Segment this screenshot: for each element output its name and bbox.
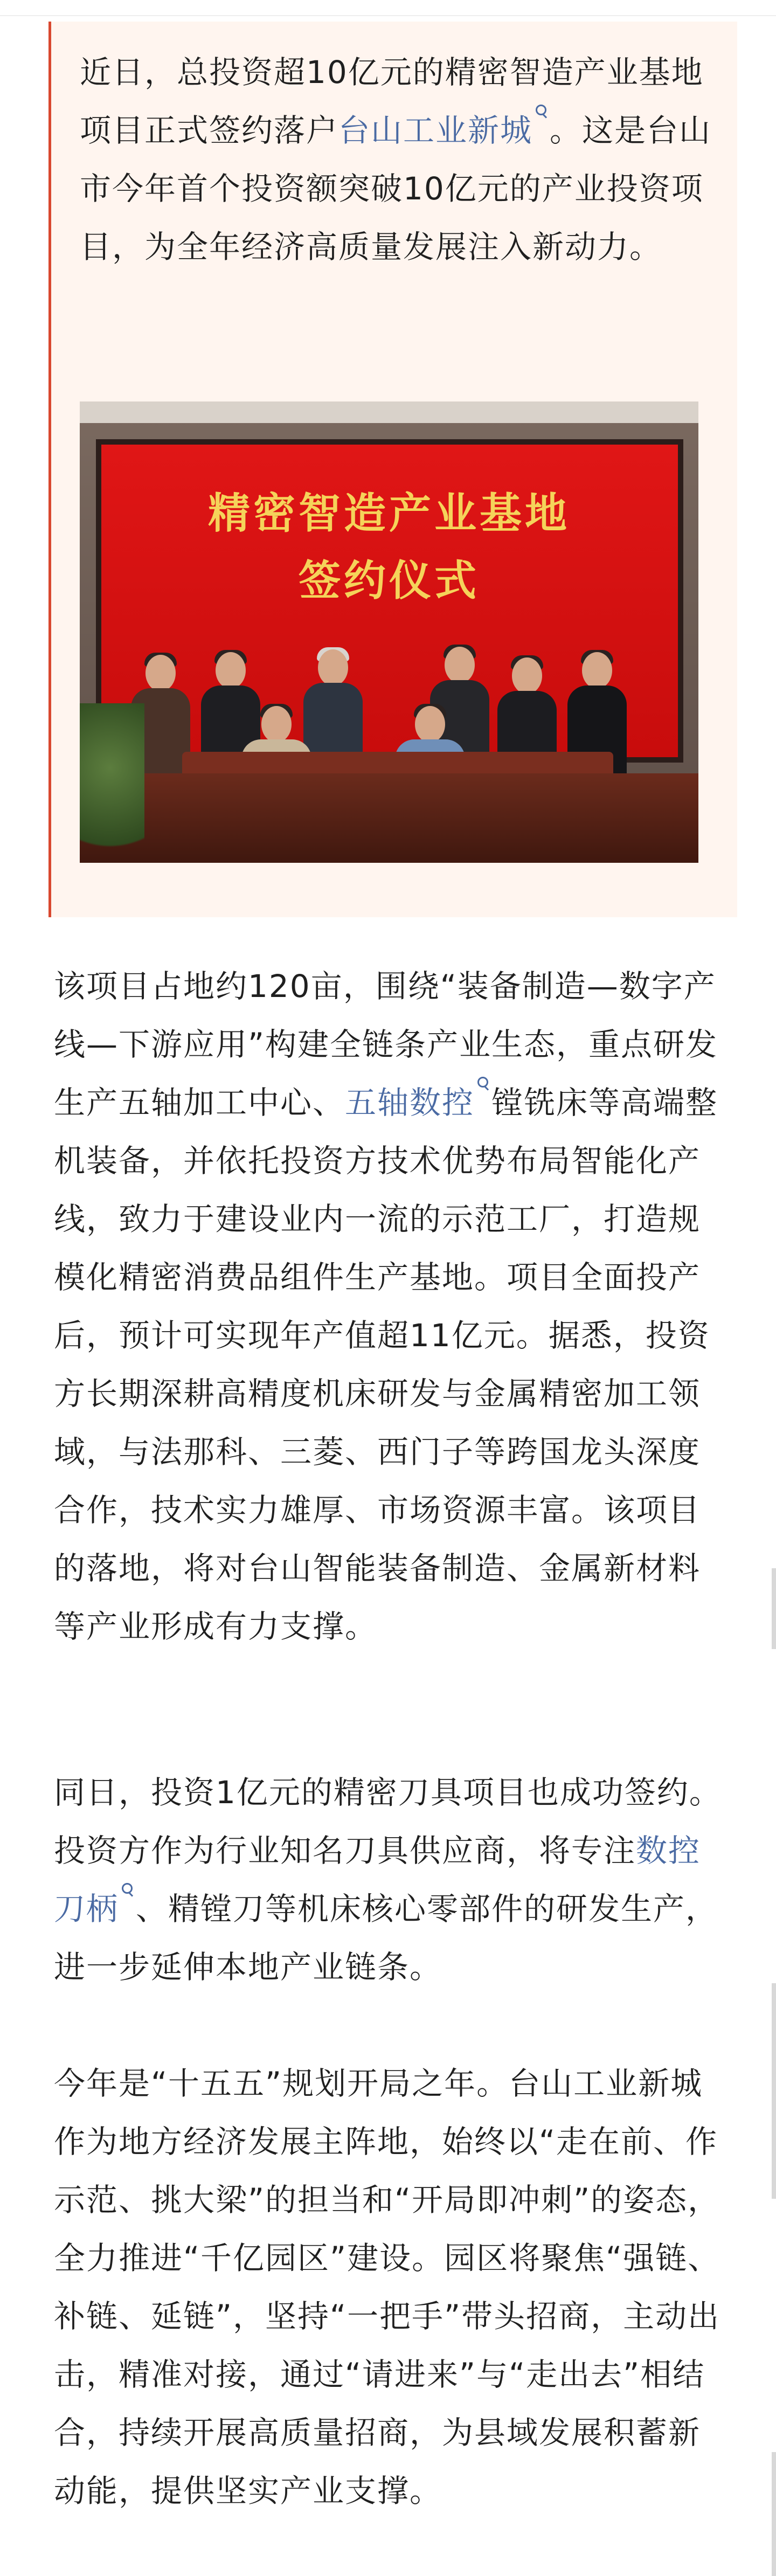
keyword-link-label: 五轴数控: [345, 1084, 475, 1121]
para1-text-start: 该项目占地约120亩，围绕“装备制造—数字产线—下游应用”构建全链条产业生态，重点研发生产五轴加工中心、: [54, 968, 718, 1121]
para1-text-end: 镗铣床等高端整机装备，并依托投资方技术优势布局智能化产线，致力于建设业内一流的示范工厂，打造规模化精密消费品组件生产基地。项目全面投产后，预计可实现年产值超11亿元。据悉，投资方长期深耕高精度机床研发与金属精密加工领域，与法那科、三菱、西门子等跨国龙头深度合作，技术实力雄厚、市场资源丰富。该项目的落地，将对台山智能装备制造、金属新材料等产业形成有力支撑。: [54, 1084, 718, 1645]
quote-accent-bar: [48, 22, 51, 917]
keyword-link-label: 台山工业新城: [338, 112, 533, 149]
scrollbar-segment[interactable]: [772, 2452, 776, 2576]
scrollbar-segment[interactable]: [772, 1568, 776, 1649]
signing-ceremony-photo: [80, 401, 698, 863]
potted-plant: [80, 703, 144, 863]
para2-text-start: 同日，投资1亿元的精密刀具项目也成功签约。投资方作为行业知名刀具供应商，将专注: [54, 1774, 722, 1869]
conference-table: [80, 773, 698, 863]
intro-paragraph: [80, 43, 716, 276]
para2-text-end: 、精镗刀等机床核心零部件的研发生产，进一步延伸本地产业链条。: [54, 1891, 718, 1985]
keyword-link-taishan-industrial-city[interactable]: [338, 112, 550, 149]
keyword-link-label: 数控刀柄: [54, 1832, 701, 1927]
search-icon: [120, 1880, 136, 1901]
top-divider: [0, 15, 776, 16]
intro-text-start: 近日，总投资超10亿元的精密智造产业基地项目正式签约落户: [80, 54, 704, 149]
keyword-link-five-axis-cnc[interactable]: [345, 1084, 491, 1121]
body-paragraph-2: [54, 1763, 722, 1996]
search-icon: [534, 101, 550, 123]
intro-text-end: 。这是台山市今年首个投资额突破10亿元的产业投资项目，为全年经济高质量发展注入新动力。: [80, 112, 712, 265]
photo-ceiling: [80, 401, 698, 423]
banner-line-2: 签约仪式: [298, 556, 480, 605]
search-icon: [475, 1074, 491, 1095]
body-paragraph-1: [54, 957, 722, 1656]
banner-line-1: 精密智造产业基地: [207, 489, 570, 538]
scrollbar-segment[interactable]: [772, 1983, 776, 2199]
body-paragraph-3: 今年是“十五五”规划开局之年。台山工业新城作为地方经济发展主阵地，始终以“走在前、作示范、挑大梁”的担当和“开局即冲刺”的姿态，全力推进“千亿园区”建设。园区将聚焦“强链、补链、延链”，坚持“一把手”带头招商，主动出击，精准对接，通过“请进来”与“走出去”相结合，持续开展高质量招商，为县域发展积蓄新动能，提供坚实产业支撑。: [54, 2065, 720, 2509]
